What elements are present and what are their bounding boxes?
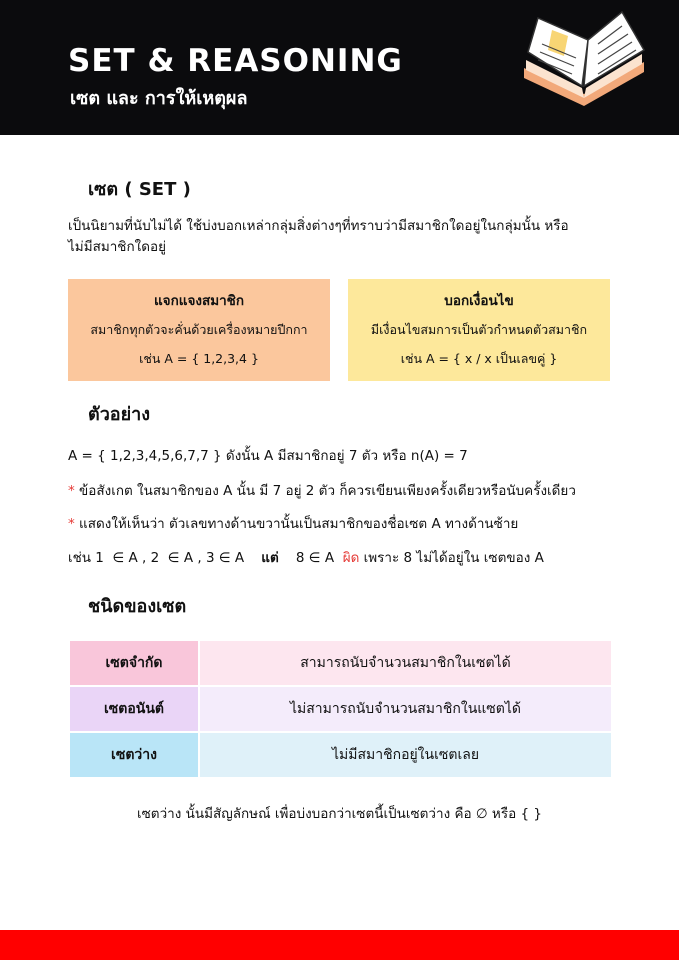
empty-set-note: เซตว่าง นั้นมีสัญลักษณ์ เพื่อบ่งบอกว่าเซตนี้เป็นเซตว่าง คือ ∅ หรือ { } — [137, 806, 542, 822]
page-subtitle: เซต และ การให้เหตุผล — [70, 88, 248, 109]
example-heading: ตัวอย่าง — [88, 404, 151, 425]
observation-text: ข้อสังเกต ในสมาชิกของ A นั้น มี 7 อยู่ 2 ตัว ก็ควรเขียนเพียงครั้งเดียวหรือนับครั้งเดียว — [74, 483, 576, 499]
open-book-icon — [518, 10, 650, 110]
example-line-1: A = { 1,2,3,4,5,6,7,7 } ดังนั้น A มีสมาชิกอยู่ 7 ตัว หรือ n(A) = 7 — [68, 448, 468, 464]
set-type-description: สามารถนับจำนวนสมาชิกในเซตได้ — [200, 641, 611, 685]
condition-method-title: บอกเงื่อนไข — [444, 293, 514, 309]
set-types-heading: ชนิดของเซต — [88, 596, 187, 617]
set-definition-line2: ไม่มีสมาชิกใดอยู่ — [68, 239, 167, 255]
but-word: แต่ — [261, 550, 279, 566]
set-types-table — [70, 641, 611, 779]
set-heading: เซต ( SET ) — [88, 179, 191, 200]
set-type-name: เซตจำกัด — [70, 641, 198, 685]
table-row — [70, 687, 611, 731]
wrong-word: ผิด — [342, 550, 360, 566]
table-row — [70, 733, 611, 777]
listing-method-box — [68, 279, 330, 381]
condition-method-description: มีเงื่อนไขสมการเป็นตัวกำหนดตัวสมาชิก — [370, 322, 588, 337]
set-type-description: ไม่สามารถนับจำนวนสมาชิกในแซตได้ — [200, 687, 611, 731]
membership-text: แสดงให้เห็นว่า ตัวเลขทางด้านขวานั้นเป็นสมาชิกของชื่อเซต A ทางด้านซ้าย — [74, 516, 519, 532]
example-line-3 — [68, 518, 518, 532]
example-line-4 — [68, 552, 544, 566]
set-definition-line1: เป็นนิยามที่นับไม่ได้ ใช้บ่งบอกเหล่ากลุ่มสิ่งต่างๆที่ทราบว่ามีสมาชิกใดอยู่ในกลุ่มนั้น หรือ — [68, 218, 569, 234]
set-type-description: ไม่มีสมาชิกอยู่ในเซตเลย — [200, 733, 611, 777]
listing-method-description: สมาชิกทุกตัวจะคั่นด้วยเครื่องหมายปีกกา — [90, 322, 308, 337]
listing-method-example: เช่น A = { 1,2,3,4 } — [139, 351, 259, 366]
condition-method-box — [348, 279, 610, 381]
footer-bar — [0, 930, 679, 960]
table-row — [70, 641, 611, 685]
page-title: SET & REASONING — [68, 43, 403, 79]
asterisk-mark: * — [68, 483, 75, 499]
set-type-name: เซตว่าง — [70, 733, 198, 777]
reason-text: เพราะ 8 ไม่ได้อยู่ใน เซตของ A — [359, 550, 544, 566]
asterisk-mark: * — [68, 516, 75, 532]
non-member-example: 8 ∈ A — [278, 550, 343, 566]
page-header — [0, 0, 679, 135]
condition-method-example: เช่น A = { x / x เป็นเลขคู่ } — [400, 351, 558, 366]
listing-method-title: แจกแจงสมาชิก — [153, 293, 245, 309]
membership-examples: เช่น 1 ∈ A , 2 ∈ A , 3 ∈ A — [68, 550, 262, 566]
example-line-2 — [68, 485, 576, 499]
set-type-name: เซตอนันต์ — [70, 687, 198, 731]
